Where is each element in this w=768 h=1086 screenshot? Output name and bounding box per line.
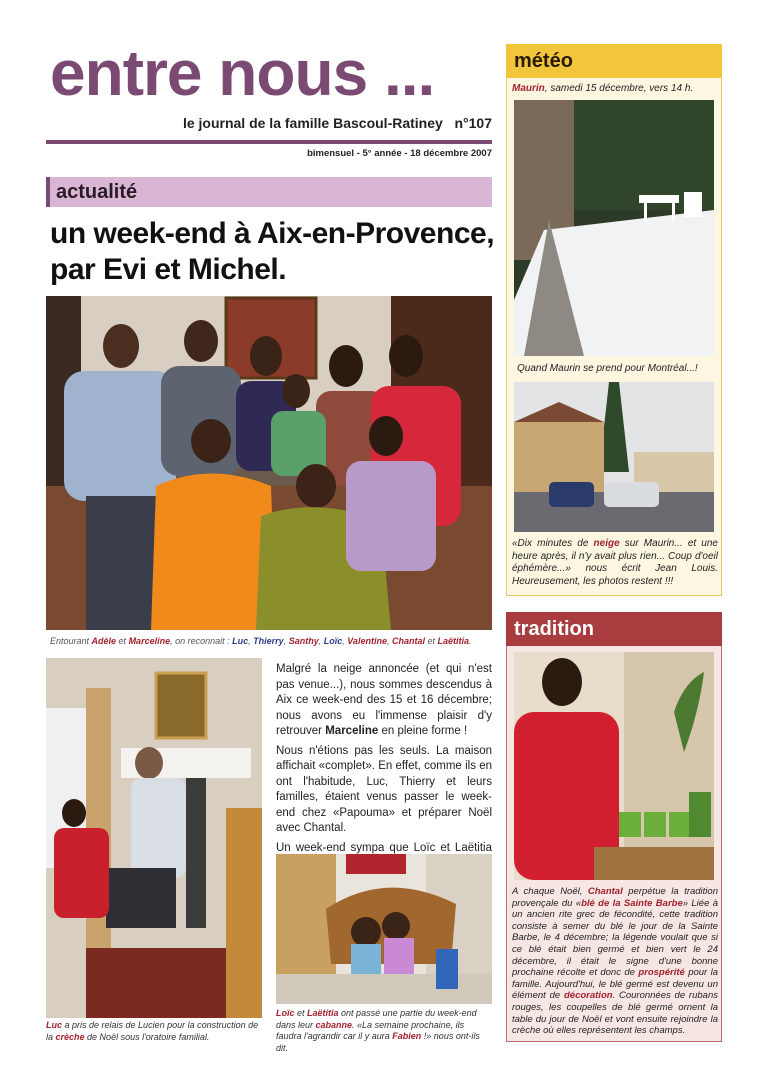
meteo-label: météo [514,50,573,72]
edition-line: bimensuel - 5° année - 18 décembre 2007 [307,148,492,159]
caption-text: Entourant [50,636,92,646]
caption-name-fabien: Fabien [392,1031,422,1041]
caption-name-luc: Luc [46,1020,63,1030]
paragraph-text: Malgré la neige annoncée (et qui n'est pas venue...), nous sommes descendus à Aix ce week-end des 15 et 16 décembre; nous avons eu l'immense plaisir d'y retrouver [276,663,492,737]
caption-name-adele: Adèle [91,636,117,646]
caption-text: , [283,636,289,646]
caption-text: et [424,636,438,646]
tradition-text [512,886,718,1037]
tradition-word-prosperite: prospérité [638,967,685,979]
creche-photo [46,658,262,1018]
caption-text: . «La semaine prochaine, ils faudra l'agrandir car il y aura [276,1019,465,1041]
caption-text: , [318,636,324,646]
caption-name-santhy: Santhy [288,636,319,646]
tradition-word-decoration: décoration [563,990,613,1002]
caption-name-thierry: Thierry [253,636,284,646]
tradition-text-run: perpétue la tradition provençale du « [512,886,718,909]
caption-name-laetitia: Laëtitia [307,1008,339,1018]
caption-text: et [116,636,129,646]
caption-text: !» nous ont-ils dit. [276,1031,480,1053]
caption-text: , on reconnait : [170,636,233,646]
meteo-caption-2 [512,538,718,588]
article-body [276,662,492,876]
meteo-caption-text: «Dix minutes de [512,538,594,549]
caption-text: ont passé une partie du week-end dans leur [276,1008,477,1030]
family-photo-caption [50,636,496,648]
paragraph-name-marceline: Marceline [325,725,379,737]
caption-name-chantal: Chantal [391,636,425,646]
newspaper-subtitle: le journal de la famille Bascoul-Ratiney n°107 [182,115,492,131]
caption-name-valentine: Valentine [347,636,387,646]
caption-name-marceline: Marceline [128,636,171,646]
paragraph-text: en pleine forme ! [378,725,468,737]
meteo-intro [512,83,720,96]
cabanne-photo [276,854,492,1004]
caption-text: , [342,636,348,646]
article-paragraph-2: Nous n'étions pas les seuls. La maison affichait «complet». En effet, comme ils en ont l'habitude, Luc, Thierry et leurs familles, étaient venus passer le week-end chez «Papouma» et préparer Noël avec Chantal. [276,744,492,834]
article-paragraph-3: Un week-end sympa que Loïc et Laëtitia [276,841,492,854]
family-group-photo [46,296,492,630]
section-label: actualité [56,181,138,203]
masthead-rule [46,140,492,144]
caption-text: a pris de relais de Lucien pour la construction de la [46,1020,259,1042]
meteo-caption-1: Quand Maurin se prend pour Montréal...! [517,363,698,374]
tradition-text-run: . Couronnées de rubans rouges, les coupelles de blé germé ornent la table du jour de Noël et vont ensuite rejoindre la crèche où elles représentent les champs. [512,990,718,1037]
caption-word-cabanne: cabanne [315,1019,353,1030]
creche-caption [46,1020,262,1043]
caption-text: . [469,636,472,646]
headline-line-1: un week-end à Aix-en-Provence, [50,217,495,250]
tradition-label: tradition [514,618,594,640]
article-paragraph-1 [276,662,492,740]
meteo-header [506,44,722,78]
caption-word-creche: crèche [55,1031,85,1042]
caption-text: , [248,636,254,646]
ble-sainte-barbe-photo [514,652,714,880]
meteo-word-neige: neige [593,538,620,549]
tradition-text-run: pour la famille. Aujourd'hui, le blé germé est devenu un élément de [512,967,719,1002]
section-header-actualite [46,177,492,207]
tradition-name-chantal: Chantal [587,886,623,897]
article-headline [50,216,495,288]
caption-text: et [294,1008,308,1018]
meteo-place: Maurin [512,83,545,94]
snow-garden-photo [514,100,714,356]
meteo-intro-text: , samedi 15 décembre, vers 14 h. [544,83,694,94]
caption-name-laetitia: Laëtitia [437,636,470,646]
tradition-header [506,612,722,646]
caption-name-loic: Loïc [276,1008,295,1018]
tradition-text-run: A chaque Noël, [512,886,588,897]
headline-line-2: par Evi et Michel. [50,253,287,286]
snow-street-photo [514,382,714,532]
caption-name-loic: Loïc [323,636,343,646]
meteo-caption-text: sur Maurin... et une heure après, il n'y avait plus rien... Coup d'oeil éphémère...» nous écrit Jean Louis. Heureusement, les photos restent !!! [512,538,718,587]
caption-text: , [386,636,392,646]
cabanne-caption [276,1008,492,1054]
tradition-text-run: » Liée à un ancien rite grec de fécondité, cette tradition consiste à semer du blé le jour de la Sainte Barbe, le 4 décembre; la légende voulait que si ce blé était bien germé et bien vert le 24 décembre, il était le signe d'une bonne prochaine récolte et donc de [512,897,719,979]
caption-name-luc: Luc [232,636,249,646]
caption-text: de Noël sous l'oratoire familial. [84,1031,210,1042]
tradition-word-ble: blé de la Sainte Barbe [581,897,683,909]
newspaper-title: entre nous ... [50,37,435,109]
